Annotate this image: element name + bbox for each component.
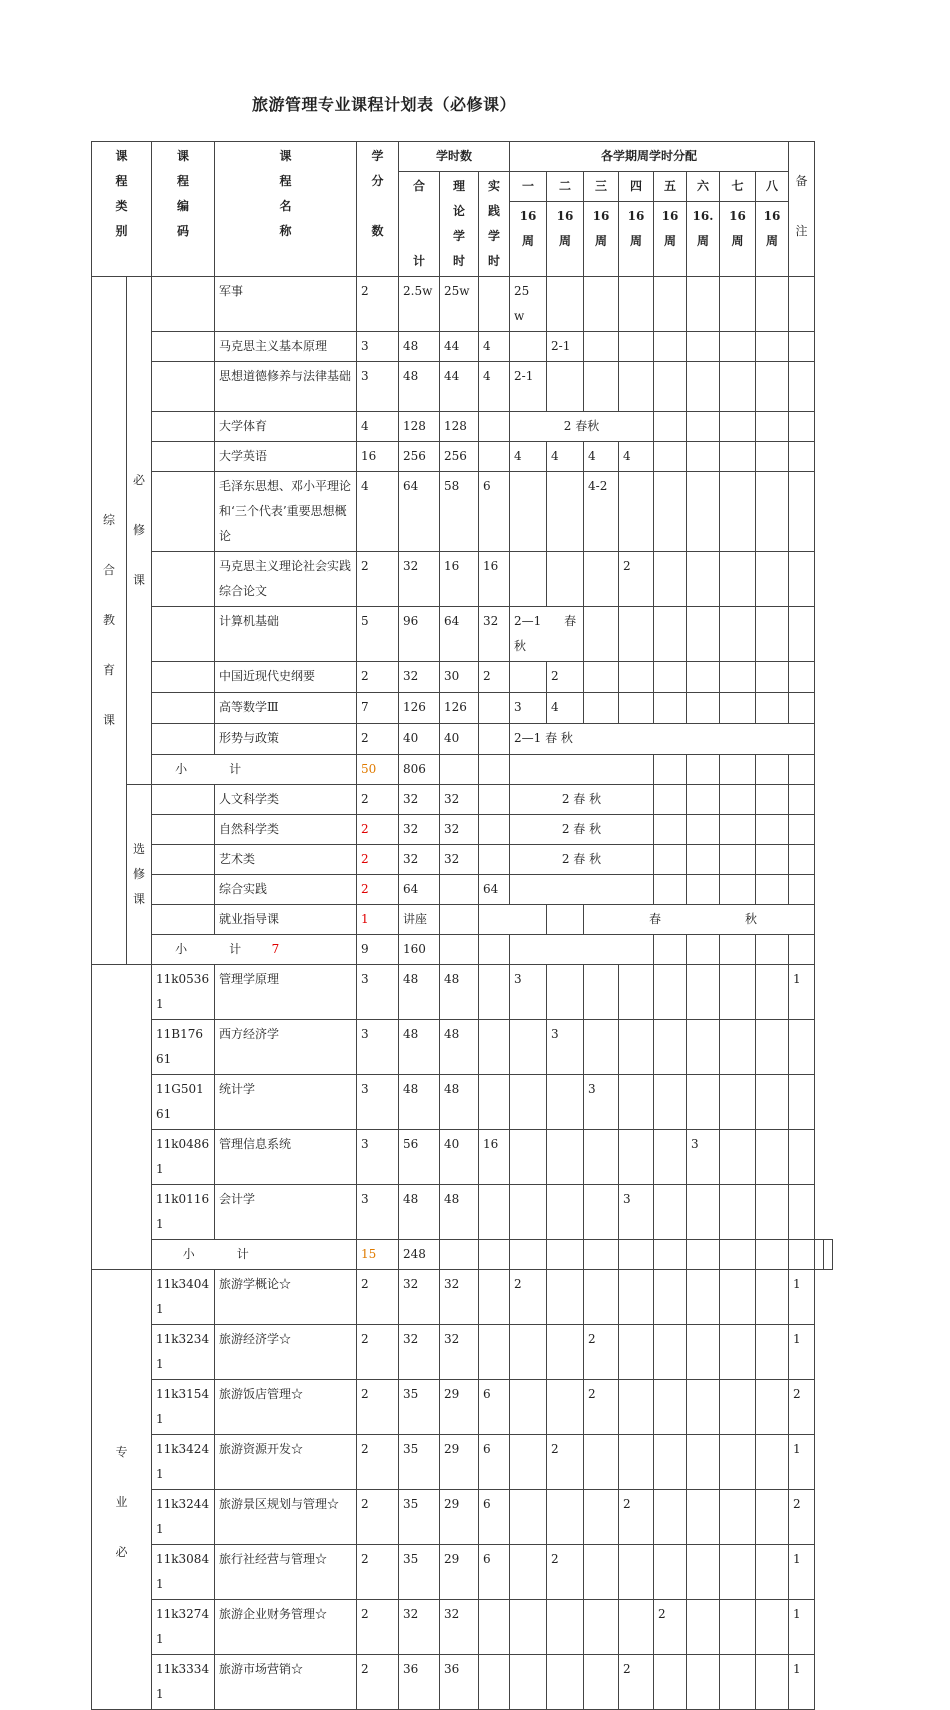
table-row: 11k33341 旅游市场营销☆ 2 36 36 2 1 <box>92 1655 833 1710</box>
table-row: 就业指导课 1 讲座 春 秋 <box>92 905 833 935</box>
weeks-7: 16 周 <box>720 202 756 277</box>
table-row: 高等数学Ⅲ 7 126 126 3 4 <box>92 693 833 724</box>
table-row: 艺术类 2 32 32 2 春 秋 <box>92 845 833 875</box>
weeks-4: 16 周 <box>619 202 654 277</box>
table-row: 毛泽东思想、邓小平理论和‘三个代表’重要思想概论 4 64 58 6 4-2 <box>92 472 833 552</box>
table-row: 中国近现代史纲要 2 32 30 2 2 <box>92 662 833 693</box>
header-code: 课 程 编 码 <box>152 142 215 277</box>
header-theory: 理 论 学 时 <box>440 172 479 277</box>
page-title: 旅游管理专业课程计划表（必修课） <box>252 95 517 114</box>
table-row: 计算机基础 5 96 64 32 2—1 春 秋 <box>92 607 833 662</box>
group-elective: 选 修 课 <box>127 785 152 965</box>
table-row: 11k34241 旅游资源开发☆ 2 35 29 6 2 1 <box>92 1435 833 1490</box>
header-category: 课 程 类 别 <box>92 142 152 277</box>
weeks-8: 16 周 <box>756 202 789 277</box>
group-general: 综 合 教 育 课 <box>92 277 127 965</box>
header-total: 合 计 <box>399 172 440 277</box>
weeks-2: 16 周 <box>547 202 584 277</box>
semester-7: 七 <box>720 172 756 202</box>
table-row: 自然科学类 2 32 32 2 春 秋 <box>92 815 833 845</box>
table-row: 11k04861 管理信息系统 3 56 40 16 3 <box>92 1130 833 1185</box>
table-row: 大学体育 4 128 128 2 春秋 <box>92 412 833 442</box>
semester-4: 四 <box>619 172 654 202</box>
table-row: 形势与政策 2 40 40 2—1 春 秋 <box>92 724 833 755</box>
header-hours: 学时数 <box>399 142 510 172</box>
group-required: 必 修 课 <box>127 277 152 785</box>
header-name: 课 程 名 称 <box>215 142 357 277</box>
table-row: 11k30841 旅行社经营与管理☆ 2 35 29 6 2 1 <box>92 1545 833 1600</box>
header-practice: 实 践 学 时 <box>479 172 510 277</box>
table-row: 专 业 必 11k34041 旅游学概论☆ 2 32 32 2 1 <box>92 1270 833 1325</box>
table-row: 大学英语 16 256 256 4 4 4 4 <box>92 442 833 472</box>
table-row: 11k32741 旅游企业财务管理☆ 2 32 32 2 1 <box>92 1600 833 1655</box>
header-credit: 学 分 数 <box>357 142 399 277</box>
table-row: 11k31541 旅游饭店管理☆ 2 35 29 6 2 2 <box>92 1380 833 1435</box>
table-row: 11k05361 管理学原理 3 48 48 3 1 <box>92 965 833 1020</box>
table-row: 思想道德修养与法律基础 3 48 44 4 2-1 <box>92 362 833 412</box>
course-plan-table <box>91 141 833 1710</box>
group-basic <box>92 965 152 1270</box>
weeks-1: 16 周 <box>510 202 547 277</box>
table-row: 11B17661 西方经济学 3 48 48 3 <box>92 1020 833 1075</box>
semester-1: 一 <box>510 172 547 202</box>
weeks-3: 16 周 <box>584 202 619 277</box>
subtotal-row: 小 计 50 806 <box>92 755 833 785</box>
table-row: 11G50161 统计学 3 48 48 3 <box>92 1075 833 1130</box>
group-major: 专 业 必 <box>92 1270 152 1710</box>
semester-6: 六 <box>687 172 720 202</box>
header-semesters: 各学期周学时分配 <box>510 142 789 172</box>
table-row: 综合实践 2 64 64 <box>92 875 833 905</box>
weeks-6: 16. 周 <box>687 202 720 277</box>
table-row: 选 修 课 人文科学类 2 32 32 2 春 秋 <box>92 785 833 815</box>
semester-5: 五 <box>654 172 687 202</box>
weeks-5: 16 周 <box>654 202 687 277</box>
subtotal-row: 小 计 15 248 <box>92 1240 833 1270</box>
table-row: 马克思主义理论社会实践综合论文 2 32 16 16 2 <box>92 552 833 607</box>
table-row: 11k32441 旅游景区规划与管理☆ 2 35 29 6 2 2 <box>92 1490 833 1545</box>
semester-8: 八 <box>756 172 789 202</box>
table-row: 11k01161 会计学 3 48 48 3 <box>92 1185 833 1240</box>
table-row: 综 合 教 育 课 必 修 课 军事 2 2.5w 25w 25 w <box>92 277 833 332</box>
semester-2: 二 <box>547 172 584 202</box>
table-row: 马克思主义基本原理 3 48 44 4 2-1 <box>92 332 833 362</box>
subtotal-row: 小 计 7 9 160 <box>92 935 833 965</box>
header-note: 备 注 <box>789 142 815 277</box>
semester-3: 三 <box>584 172 619 202</box>
table-row: 11k32341 旅游经济学☆ 2 32 32 2 1 <box>92 1325 833 1380</box>
